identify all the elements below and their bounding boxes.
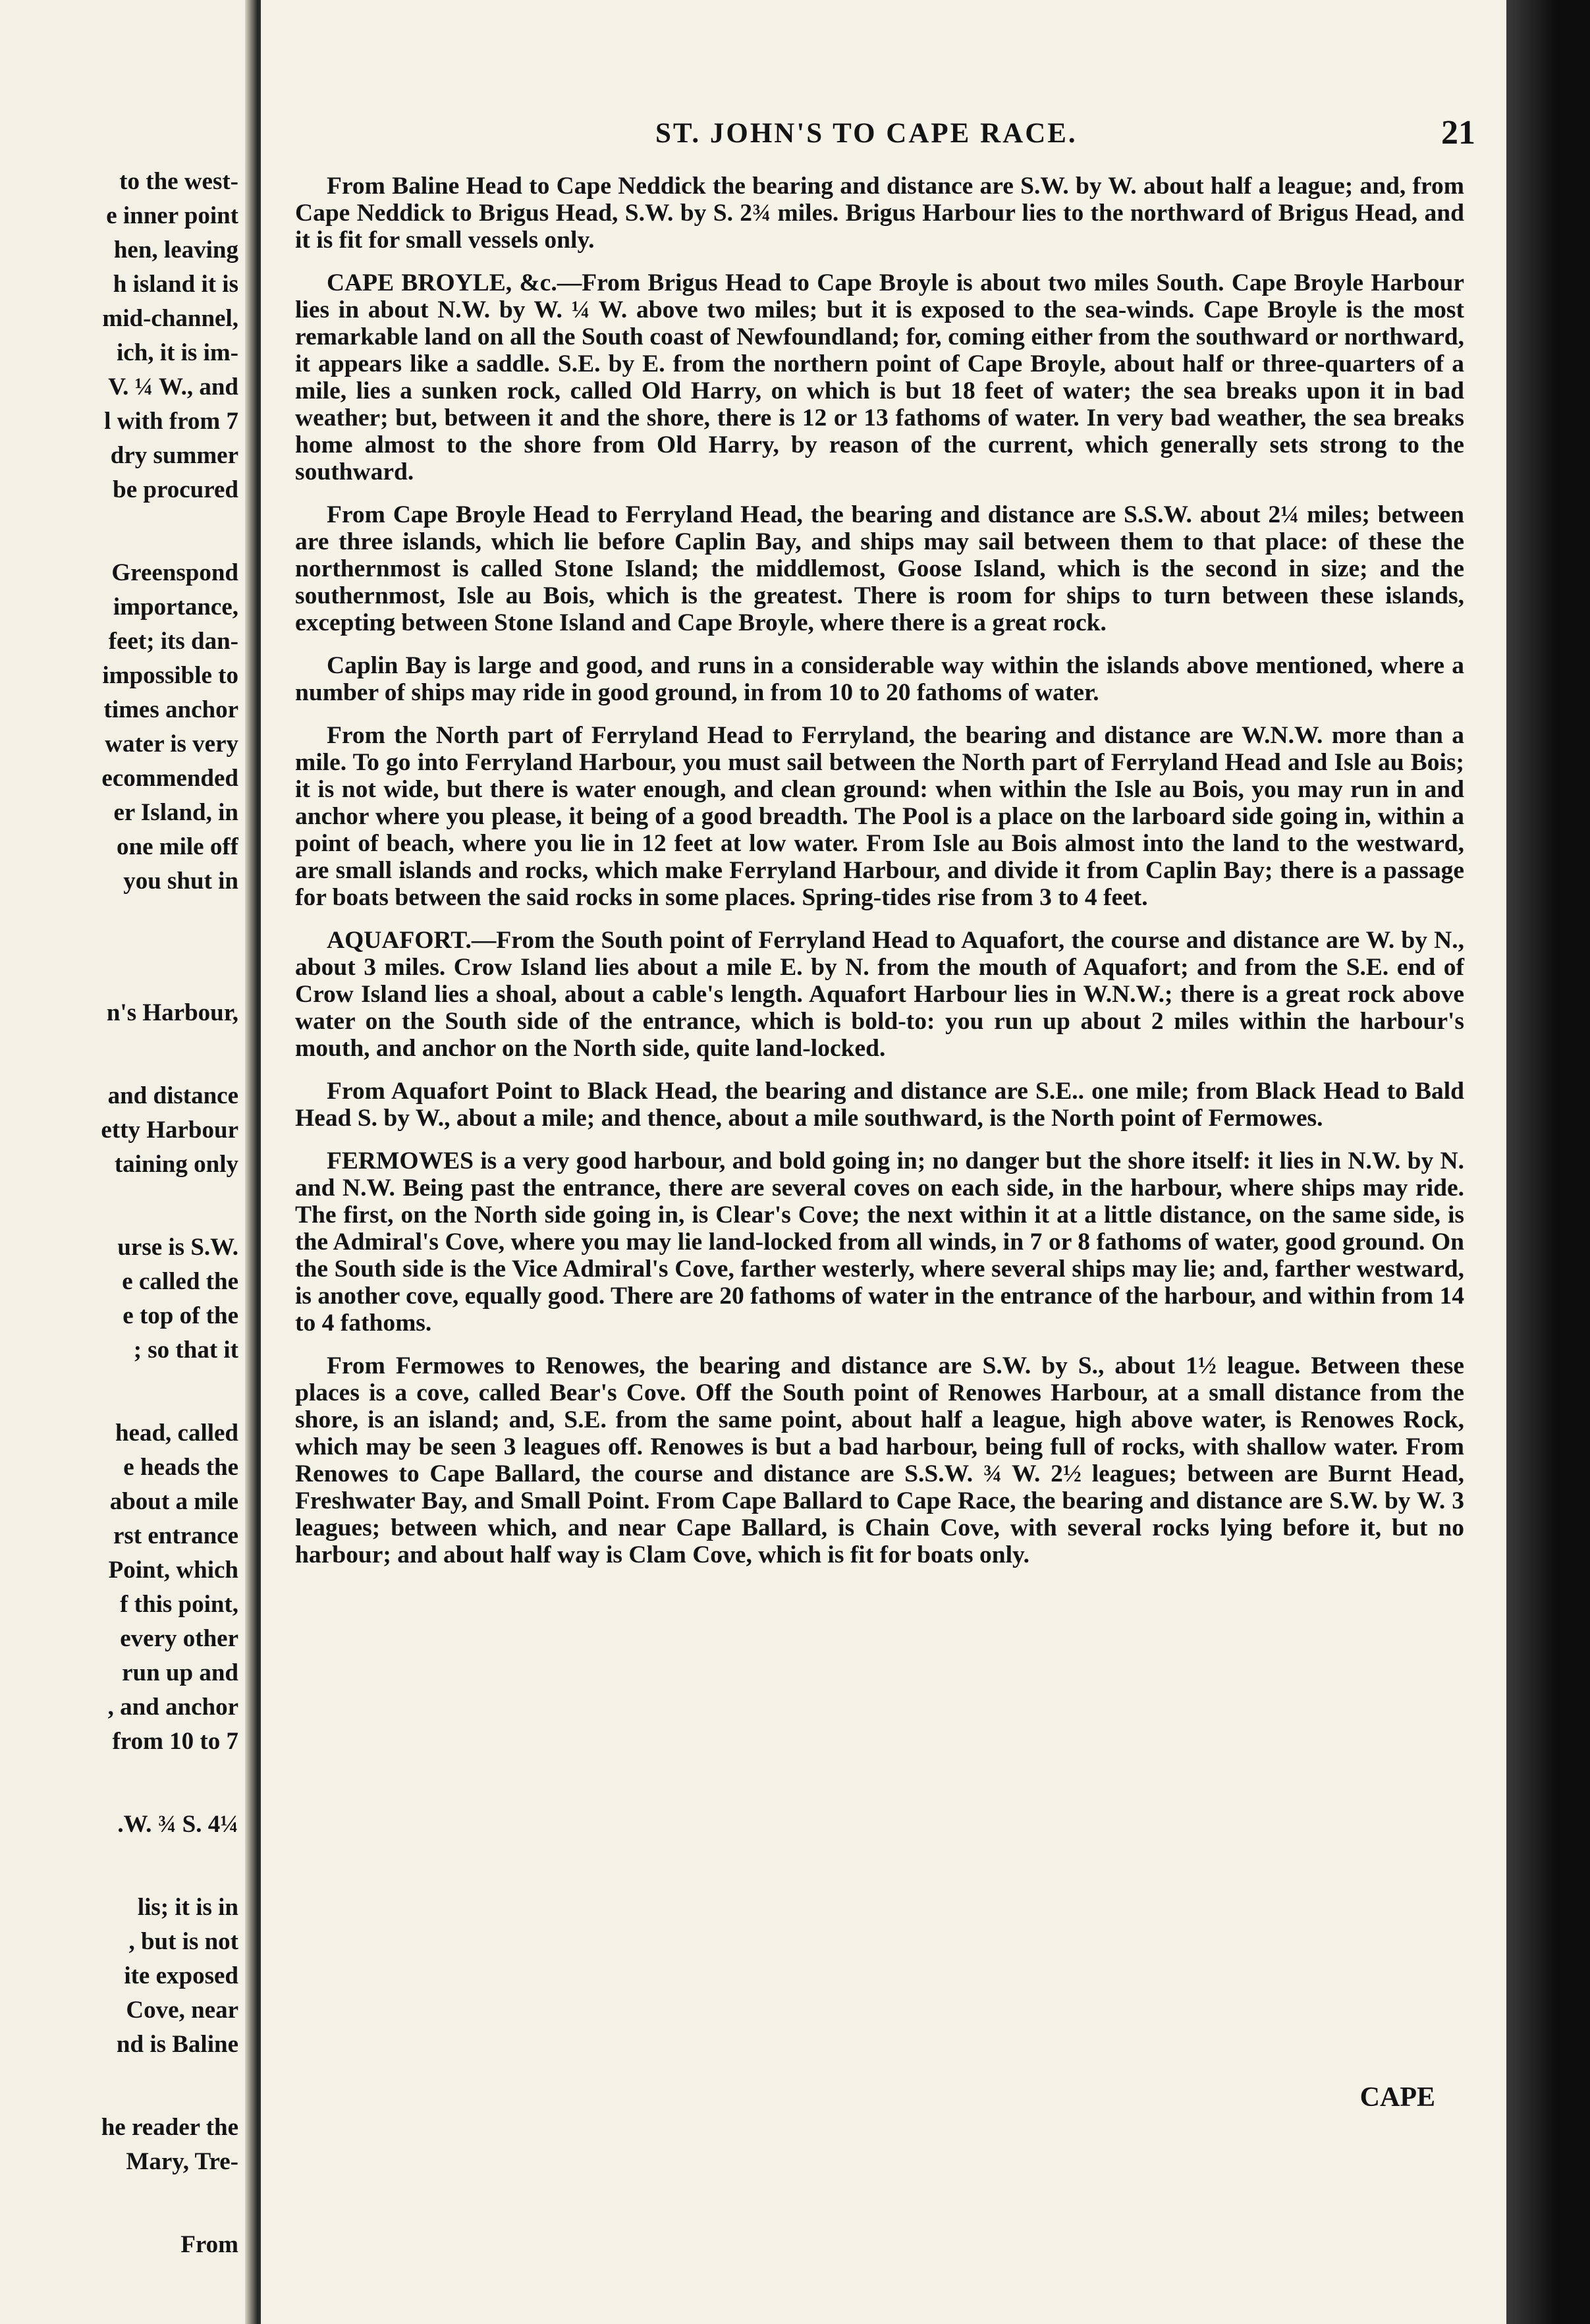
facing-page-line: e top of the xyxy=(123,1302,238,1329)
facing-page-line: n's Harbour, xyxy=(106,999,238,1026)
facing-page-line: Mary, Tre- xyxy=(126,2148,238,2175)
paragraph-baline-head: From Baline Head to Cape Neddick the bearing and distance are S.W. by W. about half a league; and, from Cape Neddick to Brigus Head, S.W. by S. 2¾ miles. Brigus Harbour lies to the northward of Brigus Head, and it is fit for small vessels only. xyxy=(295,173,1464,254)
facing-page-line: etty Harbour xyxy=(101,1117,238,1144)
facing-page-line xyxy=(8,899,238,947)
book-gutter xyxy=(245,0,258,2324)
paragraph-ferryland-harbour: From the North part of Ferryland Head to Ferryland, the bearing and distance are W.N.W. more than a mile. To go into Ferryland Harbour, you must sail between the North part of Ferryland Head and Isle au Bois; it is not wide, but there is water enough, and clean ground: when within the Isle au Bois, you may run in and anchor where you please, it being of a good breadth. The Pool is a place on the larboard side going in, within a point of beach, where you lie in 12 feet at low water. From Isle au Bois almost into the land to the westward, are small islands and rocks, which make Ferryland Harbour, and divide it from Caplin Bay; there is a passage for boats between the said rocks in some places. Spring-tides rise from 3 to 4 feet. xyxy=(295,722,1464,911)
facing-page-line: times anchor xyxy=(103,696,238,723)
facing-page-line: to the west- xyxy=(119,168,238,195)
page-number: 21 xyxy=(1441,114,1475,152)
facing-page-line: f this point, xyxy=(120,1591,238,1618)
facing-page-line: lis; it is in xyxy=(137,1894,238,1921)
facing-page-line: er Island, in xyxy=(113,799,238,826)
facing-page-line: From xyxy=(180,2231,238,2258)
facing-page-line: Point, which xyxy=(108,1557,238,1584)
running-head: ST. JOHN'S TO CAPE RACE. xyxy=(655,118,1078,149)
facing-page-line: impossible to xyxy=(102,662,238,689)
facing-page-line: h island it is xyxy=(113,271,238,298)
facing-page-fragment xyxy=(0,0,245,2324)
catchword: CAPE xyxy=(1359,2082,1435,2113)
facing-page-line: hen, leaving xyxy=(113,236,238,263)
facing-page-line: Cove, near xyxy=(126,1997,238,2024)
facing-page-line: , but is not xyxy=(128,1928,238,1955)
paragraph-ferryland-head: From Cape Broyle Head to Ferryland Head, the bearing and distance are S.S.W. about 2¼ miles; between are three islands, which lie before Caplin Bay, and ships may sail between them to that place: of these the northernmost is called Stone Island; the middlemost, Goose Island, which is the second in size; and the southernmost, Isle au Bois, which is the greatest. There is room for ships to turn between these islands, excepting between Stone Island and Cape Broyle, where there is a great rock. xyxy=(295,501,1464,636)
facing-page-line xyxy=(8,1368,238,1416)
facing-page-line: e inner point xyxy=(106,202,238,229)
facing-page-line: ite exposed xyxy=(124,1962,238,1989)
facing-page-line: V. ¼ W., and xyxy=(108,374,238,401)
facing-page-line: Greenspond xyxy=(111,559,238,586)
facing-page-line: from 10 to 7 xyxy=(112,1728,238,1755)
facing-page-line: water is very xyxy=(105,731,238,758)
body-text xyxy=(295,173,1464,1584)
facing-page-line xyxy=(8,947,238,996)
facing-page-line: about a mile xyxy=(109,1488,238,1515)
facing-page-line: feet; its dan- xyxy=(108,628,238,655)
facing-page-line: l with from 7 xyxy=(104,408,238,435)
facing-page-line: every other xyxy=(120,1625,238,1652)
facing-page-line: ich, it is im- xyxy=(117,339,238,366)
facing-page-line: e heads the xyxy=(123,1454,238,1481)
facing-page-line: he reader the xyxy=(101,2114,238,2141)
paragraph-aquafort: AQUAFORT.—From the South point of Ferryland Head to Aquafort, the course and distance are W. by N., about 3 miles. Crow Island lies about a mile E. by N. from the mouth of Aquafort; and from the S.E. end of Crow Island lies a shoal, about a cable's length. Aquafort Harbour lies in W.N.W.; there is a great rock above water on the South side of the entrance, which is bold-to: you run up about 2 miles within the harbour's mouth, and anchor on the North side, quite land-locked. xyxy=(295,927,1464,1062)
facing-page-line: ; so that it xyxy=(133,1337,238,1364)
facing-page-line: and distance xyxy=(107,1082,238,1109)
facing-page-line: rst entrance xyxy=(113,1522,238,1549)
facing-page-line: mid-channel, xyxy=(102,305,238,332)
facing-page-line xyxy=(8,1759,238,1808)
facing-page-line: ecommended xyxy=(101,765,238,792)
facing-page-line: head, called xyxy=(115,1420,238,1447)
facing-page-line xyxy=(8,2179,238,2228)
facing-page-line xyxy=(8,507,238,556)
paragraph-fermowes: FERMOWES is a very good harbour, and bold going in; no danger but the shore itself: it lies in N.W. by N. and N.W. Being past the entrance, there are several coves on each side, in the harbour, where ships may ride. The first, on the North side going in, is Clear's Cove; the next within it at a little distance, on the same side, is the Admiral's Cove, where you may lie land-locked from all winds, in 7 or 8 fathoms of water, good ground. On the South side is the Vice Admiral's Cove, farther westerly, where several ships may lie; and, farther westward, is another cove, equally good. There are 20 fathoms of water in the entrance of the harbour, and within from 14 to 4 fathoms. xyxy=(295,1148,1464,1337)
facing-page-line: run up and xyxy=(122,1659,238,1686)
facing-page-line xyxy=(8,1182,238,1231)
facing-page-line: nd is Baline xyxy=(116,2031,238,2058)
facing-page-line: taining only xyxy=(114,1151,238,1178)
facing-page-line: , and anchor xyxy=(107,1694,238,1721)
facing-page-lines xyxy=(8,165,238,2262)
facing-page-line: dry summer xyxy=(110,442,238,469)
facing-page-line: one mile off xyxy=(117,833,238,860)
scan-edge xyxy=(1506,0,1590,2324)
facing-page-line: be procured xyxy=(113,476,238,503)
facing-page-line: .W. ¾ S. 4¼ xyxy=(117,1811,238,1838)
facing-page-line xyxy=(8,1842,238,1891)
paragraph-renowes: From Fermowes to Renowes, the bearing and distance are S.W. by S., about 1½ league. Between these places is a cove, called Bear's Cove. Off the South point of Renowes Harbour, at a small distance from the shore, is an island; and, S.E. from the same point, about half a league, high above water, is Renowes Rock, which may be seen 3 leagues off. Renowes is but a bad harbour, being full of rocks, with shallow water. From Renowes to Cape Ballard, the course and distance are S.S.W. ¾ W. 2½ leagues; between are Burnt Head, Freshwater Bay, and Small Point. From Cape Ballard to Cape Race, the bearing and distance are S.W. by W. 3 leagues; between which, and near Cape Ballard, is Chain Cove, with several rocks lying before it, but no harbour; and about half way is Clam Cove, which is fit for boats only. xyxy=(295,1352,1464,1568)
facing-page-line: importance, xyxy=(113,594,238,621)
facing-page-line xyxy=(8,2062,238,2111)
facing-page-line: urse is S.W. xyxy=(117,1234,238,1261)
paragraph-black-head: From Aquafort Point to Black Head, the bearing and distance are S.E.. one mile; from Black Head to Bald Head S. by W., about a mile; and thence, about a mile southward, is the North point of Fermowes. xyxy=(295,1078,1464,1132)
paragraph-caplin-bay: Caplin Bay is large and good, and runs in a considerable way within the islands above mentioned, where a number of ships may ride in good ground, in from 10 to 20 fathoms of water. xyxy=(295,652,1464,706)
page-header xyxy=(277,114,1475,163)
facing-page-line: e called the xyxy=(122,1268,238,1295)
paragraph-cape-broyle: CAPE BROYLE, &c.—From Brigus Head to Cape Broyle is about two miles South. Cape Broyle Harbour lies in about N.W. by W. ¼ W. above two miles; but it is exposed to the sea-winds. Cape Broyle is the most remarkable land on all the South coast of Newfoundland; for, coming either from the southward or northward, it appears like a saddle. S.E. by E. from the northern point of Cape Broyle, about half or three-quarters of a mile, lies a sunken rock, called Old Harry, on which is but 18 feet of water; the sea breaks upon it in bad weather; but, between it and the shore, there is 12 or 13 fathoms of water. In very bad weather, the sea breaks home almost to the shore from Old Harry, by reason of the current, which generally sets strong to the southward. xyxy=(295,269,1464,485)
facing-page-line xyxy=(8,1030,238,1079)
facing-page-line: you shut in xyxy=(123,868,238,895)
